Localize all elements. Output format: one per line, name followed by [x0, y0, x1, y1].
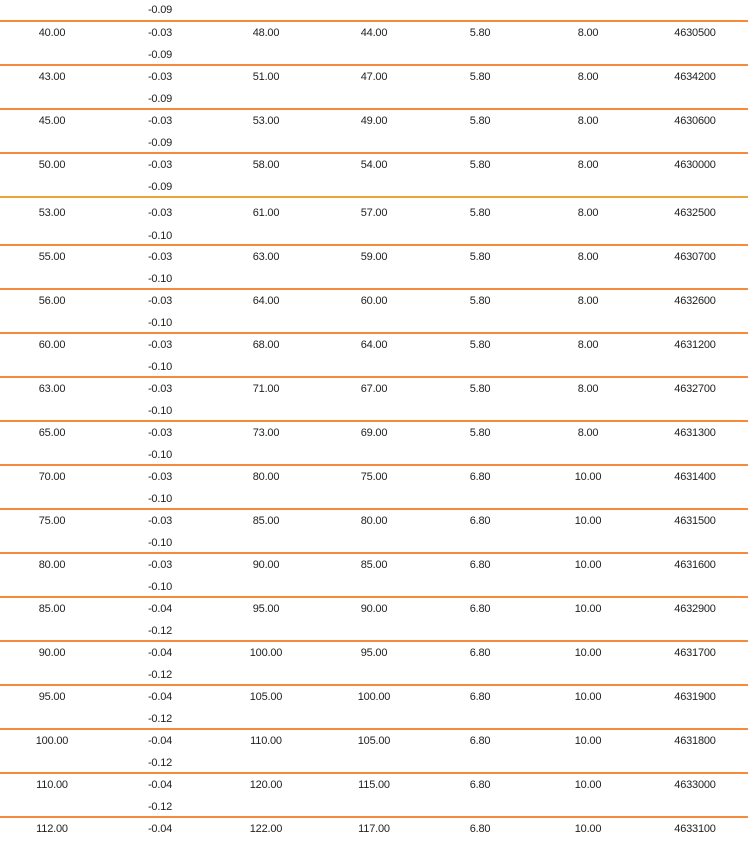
cell-col6: 8.00	[577, 295, 599, 307]
cell-col3: 64.00	[252, 295, 280, 307]
cell-col2-line1: -0.03	[147, 115, 173, 127]
cell-col1: 56.00	[38, 295, 66, 307]
cell-col3: 100.00	[249, 647, 283, 659]
cell-col1: 85.00	[38, 603, 66, 615]
cell-col6: 10.00	[574, 779, 602, 791]
cell-col4: 117.00	[358, 823, 390, 835]
cell-col3: 48.00	[252, 27, 280, 39]
cell-col4: 85.00	[360, 559, 388, 571]
cell-col6: 10.00	[574, 735, 602, 747]
cell-col2-line1: -0.03	[147, 207, 173, 219]
table-row	[0, 420, 748, 464]
cell-col7: 4630600	[674, 115, 716, 127]
cell-col1: 60.00	[38, 339, 66, 351]
cell-col5: 5.80	[469, 427, 491, 439]
cell-col3: 110.00	[250, 735, 282, 747]
cell-col2-line2: -0.10	[147, 230, 173, 242]
cell-col7: 4631500	[674, 515, 716, 527]
cell-col5: 6.80	[469, 515, 491, 527]
cell-col4: 105.00	[357, 735, 391, 747]
cell-col3: 71.00	[252, 383, 280, 395]
cell-col2-line1: -0.03	[147, 383, 173, 395]
cell-col2-line1: -0.03	[147, 559, 173, 571]
cell-col5: 6.80	[469, 647, 491, 659]
table-row	[0, 552, 748, 596]
cell-col6: 8.00	[577, 159, 599, 171]
cell-col3: 58.00	[252, 159, 280, 171]
cell-col2-line1: -0.03	[147, 159, 173, 171]
table-row	[0, 152, 748, 196]
cell-col2-line2: -0.12	[147, 713, 173, 725]
cell-col2-line2: -0.10	[147, 405, 173, 417]
cell-col2-line2: -0.10	[147, 317, 173, 329]
table-row	[0, 728, 748, 772]
cell-col5: 5.80	[469, 339, 491, 351]
cell-col1: 43.00	[38, 71, 66, 83]
cell-col1: 55.00	[38, 251, 66, 263]
table-row	[0, 20, 748, 64]
cell-col3: 90.00	[252, 559, 280, 571]
cell-col5: 6.80	[469, 559, 491, 571]
cell-col7: 4632700	[674, 383, 716, 395]
table-row	[0, 464, 748, 508]
cell-col1: 70.00	[38, 471, 66, 483]
table-row	[0, 596, 748, 640]
cell-col4: 80.00	[360, 515, 388, 527]
cell-col2-line2: -0.12	[147, 757, 173, 769]
cell-col4: 47.00	[360, 71, 388, 83]
cell-col6: 8.00	[577, 251, 599, 263]
cell-col6: 10.00	[574, 471, 602, 483]
cell-col5: 6.80	[469, 735, 491, 747]
cell-col3: 80.00	[252, 471, 280, 483]
cell-col2-line1: -0.03	[147, 471, 173, 483]
cell-col6: 8.00	[577, 427, 599, 439]
cell-col6: 10.00	[574, 515, 602, 527]
table-row	[0, 244, 748, 288]
cell-col7: 4632500	[674, 207, 716, 219]
cell-col2-line2: -0.09	[147, 49, 173, 61]
cell-col4: 49.00	[360, 115, 388, 127]
cell-col6: 8.00	[577, 383, 599, 395]
cell-col3: 95.00	[252, 603, 280, 615]
cell-col4: 64.00	[360, 339, 388, 351]
cell-col7: 4631700	[674, 647, 716, 659]
cell-col4: 54.00	[360, 159, 388, 171]
cell-col2-line1: -0.03	[147, 251, 173, 263]
cell-col1: 90.00	[38, 647, 66, 659]
cell-col7: 4634200	[674, 71, 716, 83]
cell-col2-line1: -0.04	[147, 735, 173, 747]
cell-col5: 5.80	[469, 295, 491, 307]
cell-col6: 8.00	[577, 115, 599, 127]
cell-col1: 50.00	[38, 159, 66, 171]
cell-col5: 5.80	[469, 71, 491, 83]
cell-col2-line1: -0.03	[147, 515, 173, 527]
cell-col5: 5.80	[469, 159, 491, 171]
cell-col1: 40.00	[38, 27, 66, 39]
cell-col2-line1: -0.03	[147, 339, 173, 351]
cell-col7: 4630700	[674, 251, 716, 263]
cell-col1: 95.00	[38, 691, 66, 703]
cell-col7: 4632900	[674, 603, 716, 615]
cell-col2-line1: -0.04	[147, 603, 173, 615]
cell-col4: 100.00	[357, 691, 391, 703]
cell-col3: 61.00	[252, 207, 280, 219]
cell-col2-line1: -0.04	[147, 647, 173, 659]
cell-col2-line1: -0.04	[147, 779, 173, 791]
cell-col2-line2: -0.09	[147, 4, 173, 16]
cell-col6: 10.00	[574, 823, 602, 835]
cell-col5: 6.80	[469, 603, 491, 615]
table-row	[0, 772, 748, 816]
cell-col3: 122.00	[249, 823, 283, 835]
cell-col1: 100.00	[35, 735, 69, 747]
cell-col3: 73.00	[252, 427, 280, 439]
cell-col4: 75.00	[360, 471, 388, 483]
cell-col6: 10.00	[574, 691, 602, 703]
cell-col7: 4630000	[674, 159, 716, 171]
cell-col1: 63.00	[38, 383, 66, 395]
cell-col6: 10.00	[574, 559, 602, 571]
cell-col7: 4631400	[674, 471, 716, 483]
cell-col2-line1: -0.03	[147, 295, 173, 307]
cell-col7: 4632600	[674, 295, 716, 307]
cell-col1: 65.00	[38, 427, 66, 439]
cell-col2-line2: -0.12	[147, 669, 173, 681]
cell-col4: 69.00	[360, 427, 388, 439]
cell-col2-line2: -0.10	[147, 449, 173, 461]
cell-col3: 63.00	[252, 251, 280, 263]
cell-col1: 112.00	[36, 823, 68, 835]
cell-col5: 5.80	[469, 383, 491, 395]
cell-col2-line1: -0.04	[147, 691, 173, 703]
table-row	[0, 288, 748, 332]
cell-col5: 5.80	[469, 207, 491, 219]
cell-col5: 5.80	[469, 115, 491, 127]
cell-col7: 4633100	[674, 823, 716, 835]
cell-col5: 6.80	[469, 691, 491, 703]
cell-col2-line2: -0.09	[147, 93, 173, 105]
cell-col6: 10.00	[574, 603, 602, 615]
cell-col4: 44.00	[360, 27, 388, 39]
cell-col7: 4630500	[674, 27, 716, 39]
cell-col2-line1: -0.03	[147, 427, 173, 439]
cell-col4: 95.00	[360, 647, 388, 659]
cell-col1: 110.00	[36, 779, 68, 791]
cell-col5: 6.80	[469, 471, 491, 483]
cell-col3: 68.00	[252, 339, 280, 351]
cell-col2-line2: -0.10	[147, 493, 173, 505]
table-row	[0, 64, 748, 108]
cell-col2-line2: -0.10	[147, 537, 173, 549]
cell-col5: 6.80	[469, 779, 491, 791]
cell-col7: 4631200	[674, 339, 716, 351]
cell-col4: 67.00	[360, 383, 388, 395]
cell-col2-line1: -0.03	[147, 71, 173, 83]
cell-col2-line2: -0.10	[147, 581, 173, 593]
cell-col7: 4631600	[674, 559, 716, 571]
cell-col2-line2: -0.10	[147, 273, 173, 285]
cell-col1: 75.00	[38, 515, 66, 527]
cell-col2-line2: -0.09	[147, 181, 173, 193]
cell-col2-line2: -0.12	[147, 625, 173, 637]
cell-col3: 53.00	[252, 115, 280, 127]
cell-col1: 53.00	[38, 207, 66, 219]
cell-col6: 8.00	[577, 339, 599, 351]
cell-col3: 120.00	[249, 779, 283, 791]
cell-col4: 90.00	[360, 603, 388, 615]
cell-col2-line2: -0.10	[147, 361, 173, 373]
cell-col7: 4633000	[674, 779, 716, 791]
cell-col6: 8.00	[577, 71, 599, 83]
cell-col4: 60.00	[360, 295, 388, 307]
table-row	[0, 376, 748, 420]
cell-col2-line1: -0.03	[147, 27, 173, 39]
cell-col5: 6.80	[469, 823, 491, 835]
table-row	[0, 332, 748, 376]
table-row	[0, 508, 748, 552]
cell-col6: 8.00	[577, 27, 599, 39]
table-row-partial	[0, 0, 748, 20]
table-row	[0, 684, 748, 728]
cell-col6: 8.00	[577, 207, 599, 219]
cell-col5: 5.80	[469, 251, 491, 263]
cell-col3: 105.00	[249, 691, 283, 703]
cell-col4: 59.00	[360, 251, 388, 263]
cell-col7: 4631900	[674, 691, 716, 703]
cell-col3: 51.00	[252, 71, 280, 83]
table-row	[0, 108, 748, 152]
table-row	[0, 640, 748, 684]
cell-col7: 4631800	[674, 735, 716, 747]
cell-col5: 5.80	[469, 27, 491, 39]
cell-col7: 4631300	[674, 427, 716, 439]
cell-col2-line2: -0.12	[147, 801, 173, 813]
table-row	[0, 196, 748, 244]
cell-col6: 10.00	[574, 647, 602, 659]
cell-col1: 45.00	[38, 115, 66, 127]
table-row	[0, 816, 748, 846]
cell-col4: 115.00	[358, 779, 390, 791]
cell-col1: 80.00	[38, 559, 66, 571]
cell-col4: 57.00	[360, 207, 388, 219]
cell-col2-line1: -0.04	[147, 823, 173, 835]
cell-col3: 85.00	[252, 515, 280, 527]
cell-col2-line2: -0.09	[147, 137, 173, 149]
